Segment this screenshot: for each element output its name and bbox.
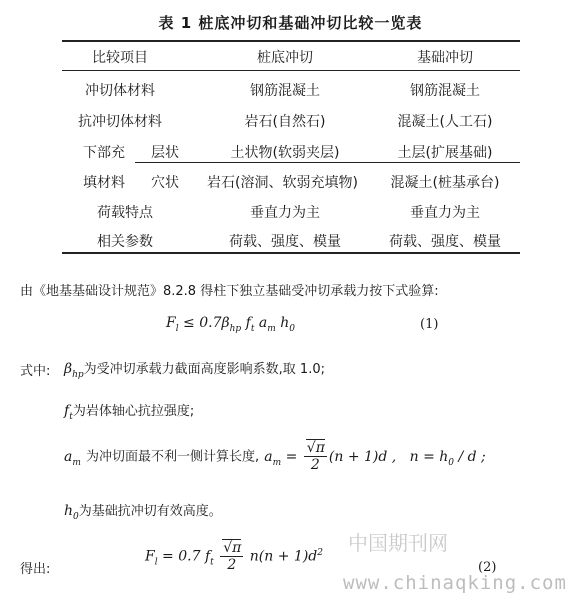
equation-2: $F_l = 0.7$ $f_t$ $\frac{√\pi}{2}$ $n(n + 1)d^2$	[145, 540, 323, 573]
row-cell: 垂直力为主	[250, 205, 320, 221]
header-compare-item: 比较项目	[92, 50, 148, 66]
row-cell: 混凝土(桩基承台)	[390, 175, 500, 191]
h0-definition: $h_0$为基础抗冲切有效高度。	[64, 503, 222, 522]
ft-definition: $f_t$为岩体轴心抗拉强度;	[64, 403, 195, 422]
row-cell: 混凝土(人工石)	[397, 114, 493, 130]
table-header-rule	[62, 70, 520, 71]
table-top-rule	[62, 40, 520, 42]
equation-2-number: (2)	[478, 560, 497, 575]
group-label-bottom: 填材料	[83, 175, 125, 191]
watermark-cn: 中国期刊网	[348, 531, 448, 555]
row-cell: 荷载、强度、模量	[229, 234, 341, 250]
group-sub-label: 层状	[151, 145, 179, 161]
table-group-divider	[135, 162, 520, 163]
row-cell: 土层(扩展基础)	[397, 145, 493, 161]
beta-definition: $\beta_{hp}$为受冲切承载力截面高度影响系数,取 1.0;	[64, 361, 325, 380]
row-cell: 钢筋混凝土	[250, 83, 320, 99]
table-caption: 表 1 桩底冲切和基础冲切比较一览表	[158, 14, 423, 32]
header-foundation: 基础冲切	[417, 50, 473, 66]
group-label-top: 下部充	[83, 145, 125, 161]
row-label: 荷载特点	[97, 205, 153, 221]
table-bottom-rule	[62, 252, 520, 254]
row-cell: 荷载、强度、模量	[389, 234, 501, 250]
row-cell: 钢筋混凝土	[410, 83, 480, 99]
header-pile-bottom: 桩底冲切	[257, 50, 313, 66]
row-cell: 岩石(自然石)	[244, 114, 326, 130]
where-label: 式中:	[20, 364, 51, 379]
intro-paragraph: 由《地基基础设计规范》8.2.8 得柱下独立基础受冲切承载力按下式验算:	[20, 284, 439, 299]
equation-1: $F_l \le 0.7\beta_{hp}$ $f_t$ $a_m$ $h_0$	[166, 315, 295, 334]
result-label: 得出:	[20, 562, 51, 577]
row-label: 相关参数	[97, 234, 153, 250]
beta-description: 为受冲切承载力截面高度影响系数,取 1.0;	[83, 362, 325, 377]
row-label: 抗冲切体材料	[78, 114, 162, 130]
am-description: 为冲切面最不利一侧计算长度,	[86, 449, 260, 465]
h0-description: 为基础抗冲切有效高度。	[78, 504, 222, 519]
am-definition: $a_m$ 为冲切面最不利一侧计算长度, $a_m$ = $\frac{√\pi}{2}$ (n + 1)d , $n = h_0 / d$ ;	[64, 440, 486, 473]
row-label: 冲切体材料	[85, 83, 155, 99]
row-cell: 岩石(溶洞、软弱充填物)	[207, 175, 358, 191]
ft-description: 为岩体轴心抗拉强度;	[72, 404, 195, 419]
equation-1-number: (1)	[420, 317, 439, 332]
watermark-url: www.chinaqking.com	[343, 572, 567, 594]
group-sub-label: 穴状	[151, 175, 179, 191]
row-cell: 垂直力为主	[410, 205, 480, 221]
row-cell: 土状物(软弱夹层)	[230, 145, 340, 161]
